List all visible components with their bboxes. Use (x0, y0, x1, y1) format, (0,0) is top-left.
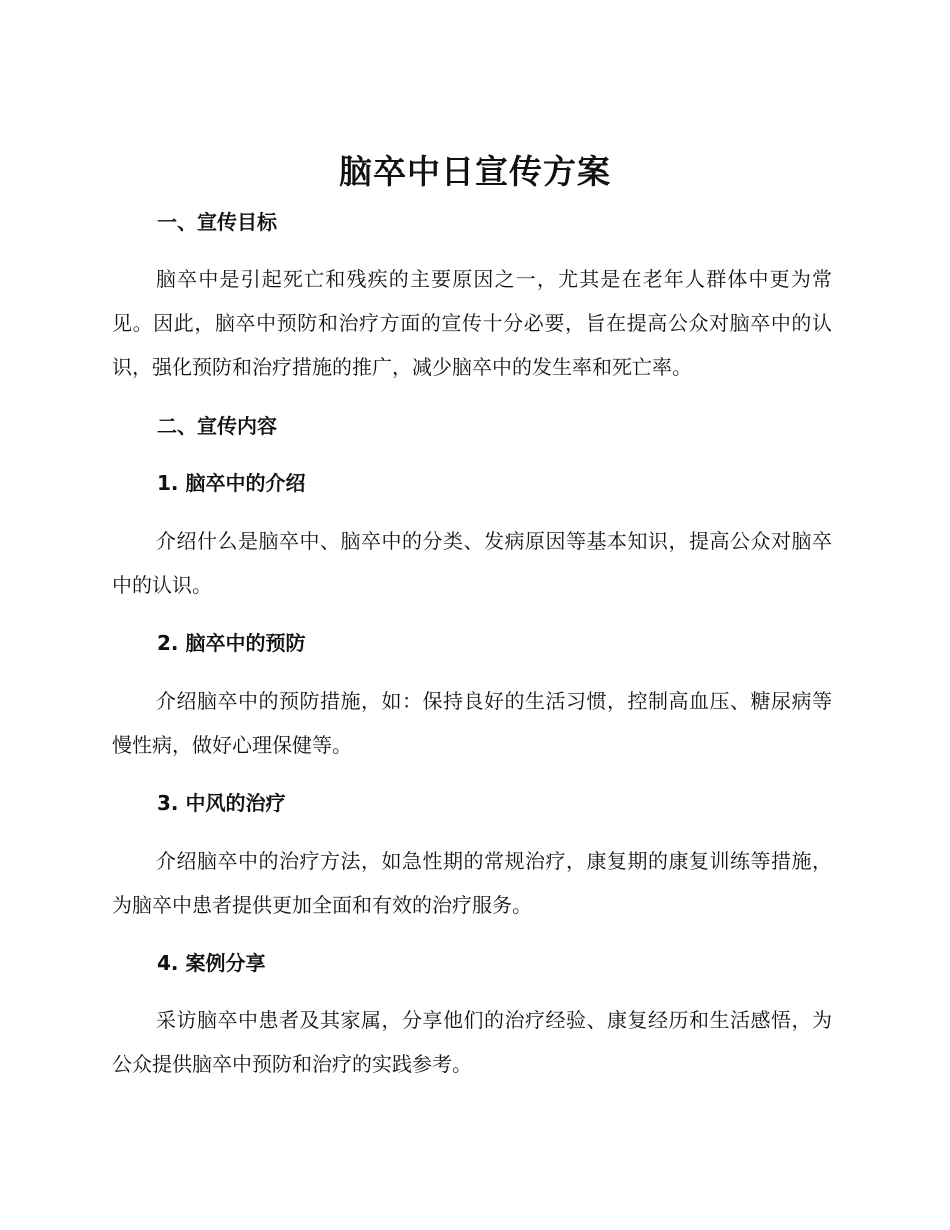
section-paragraph-prevention: 介绍脑卒中的预防措施，如：保持良好的生活习惯，控制高血压、糖尿病等慢性病，做好心理保健等。 (112, 689, 832, 757)
section-paragraph-goal: 脑卒中是引起死亡和残疾的主要原因之一，尤其是在老年人群体中更为常见。因此，脑卒中预防和治疗方面的宣传十分必要，旨在提高公众对脑卒中的认识，强化预防和治疗措施的推广，减少脑卒中的发生率和死亡率。 (112, 267, 832, 379)
document-title: 脑卒中日宣传方案 (339, 152, 611, 191)
section-heading-introduction: 1. 脑卒中的介绍 (157, 471, 306, 495)
section-paragraph-introduction: 介绍什么是脑卒中、脑卒中的分类、发病原因等基本知识，提高公众对脑卒中的认识。 (112, 529, 832, 597)
section-paragraph-treatment: 介绍脑卒中的治疗方法，如急性期的常规治疗，康复期的康复训练等措施，为脑卒中患者提供更加全面和有效的治疗服务。 (112, 849, 832, 917)
section-heading-prevention: 2. 脑卒中的预防 (157, 631, 306, 655)
section-heading-case-sharing: 4. 案例分享 (157, 951, 266, 975)
section-paragraph-case-sharing: 采访脑卒中患者及其家属，分享他们的治疗经验、康复经历和生活感悟，为公众提供脑卒中预防和治疗的实践参考。 (112, 1008, 832, 1076)
section-heading-content: 二、宣传内容 (157, 414, 277, 438)
section-heading-goal: 一、宣传目标 (157, 210, 277, 234)
section-heading-treatment: 3. 中风的治疗 (157, 791, 286, 815)
